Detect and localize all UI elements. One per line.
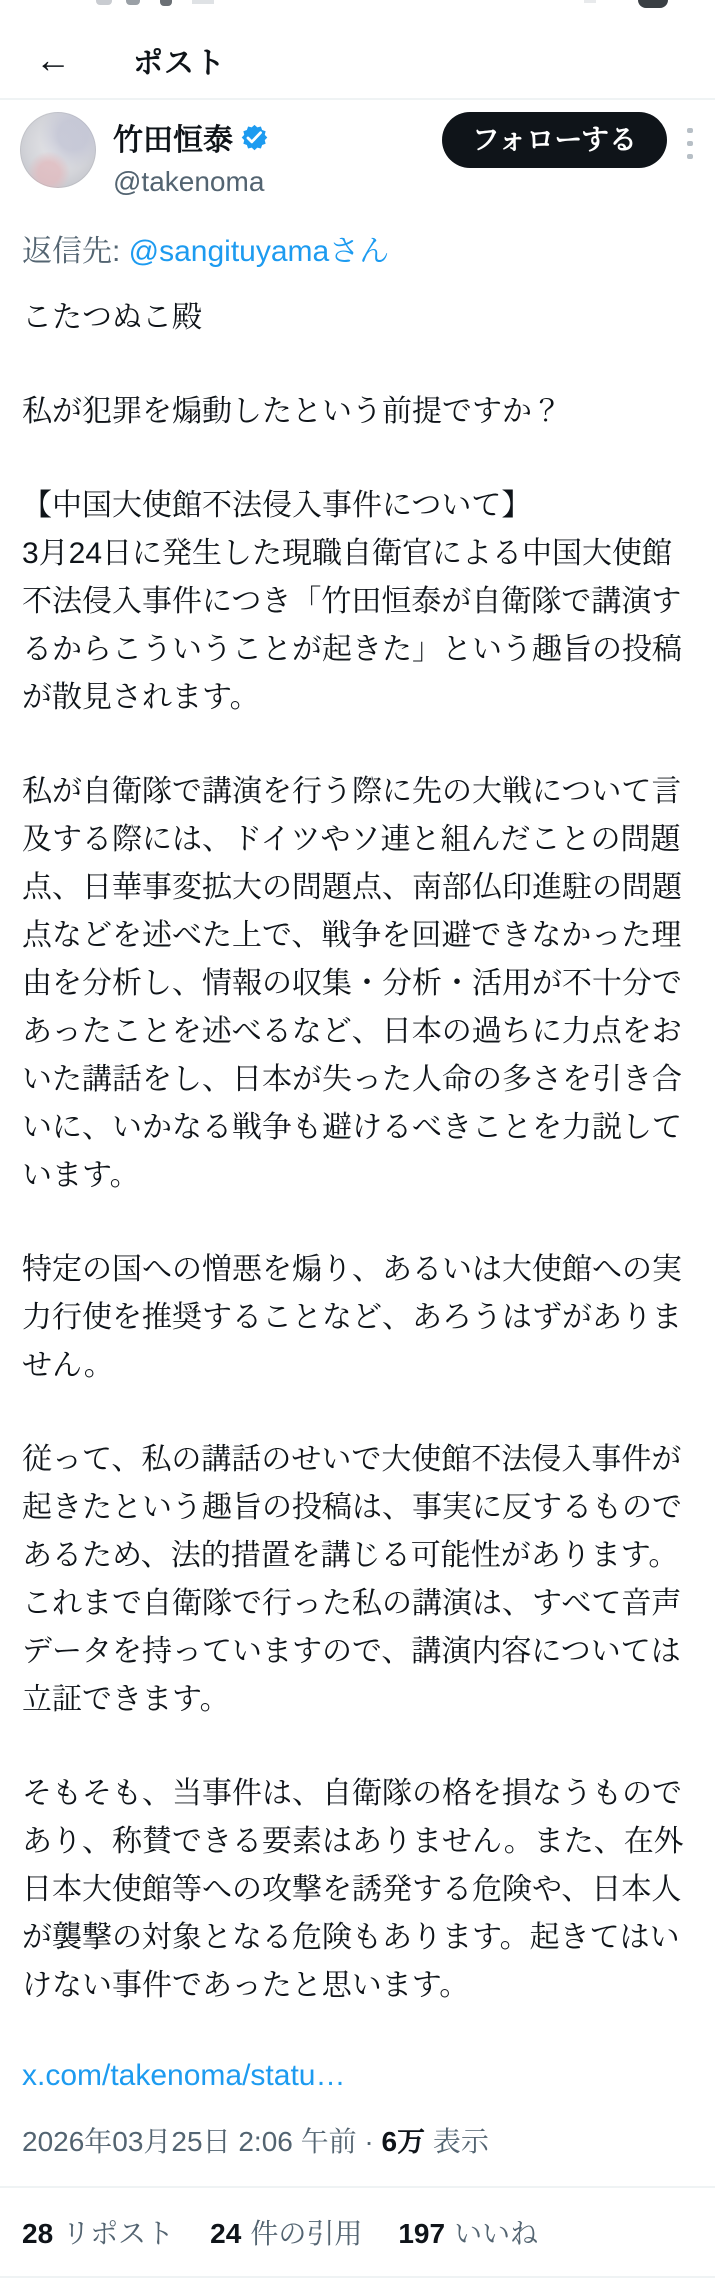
- status-bar-remnant: [0, 0, 715, 10]
- back-arrow-icon: ←: [35, 39, 71, 80]
- post-timestamp: 2026年03月25日 2:06 午前: [22, 2126, 357, 2157]
- stat-item[interactable]: [22, 2212, 174, 2252]
- stat-item[interactable]: [210, 2212, 362, 2252]
- post-header-bar: [0, 10, 715, 98]
- post-paragraph: 特定の国への憎悪を煽り、あるいは大使館への実力行使を推奨することなど、あろうはずがありません。: [22, 1253, 682, 1382]
- post-meta: [0, 2106, 715, 2160]
- stat-item[interactable]: [398, 2212, 538, 2252]
- more-options-icon: [687, 154, 693, 159]
- more-options-icon: [687, 128, 693, 133]
- post-paragraph: こたつぬこ殿: [22, 301, 202, 334]
- stat-label: リポスト: [62, 2218, 175, 2249]
- reply-prefix: 返信先:: [22, 235, 129, 268]
- meta-separator: ·: [364, 2126, 374, 2157]
- user-handle: @takenoma: [113, 166, 265, 197]
- follow-button[interactable]: フォローする: [442, 112, 667, 168]
- author-name-row[interactable]: [113, 115, 269, 159]
- stat-value: 197: [398, 2218, 446, 2249]
- avatar[interactable]: [20, 112, 96, 188]
- back-button[interactable]: [35, 39, 71, 80]
- views-label: 表示: [432, 2126, 489, 2157]
- stats-row: [0, 2188, 715, 2276]
- more-options-button[interactable]: [683, 124, 697, 163]
- stat-value: 24: [210, 2218, 242, 2249]
- post-paragraph: 私が自衛隊で講演を行う際に先の大戦について言及する際には、ドイツやソ連と組んだことの問題点、日華事変拡大の問題点、南部仏印進駐の問題点などを述べた上で、戦争を回避できなかった理由を分析し、情報の収集・分析・活用が不十分であったことを述べるなど、日本の過ちに力点をおいた講話をし、日本が失った人命の多さを引き合いに、いかなる戦争も避けるべきことを力説しています。: [22, 775, 682, 1192]
- post-paragraph: 私が犯罪を煽動したという前提ですか？: [22, 395, 562, 428]
- stat-value: 28: [22, 2218, 54, 2249]
- reply-mention-link[interactable]: @sangituyamaさん: [128, 235, 390, 268]
- post-status-link[interactable]: x.com/takenoma/statu…: [22, 2059, 346, 2092]
- post-paragraph: 従って、私の講話のせいで大使館不法侵入事件が起きたという趣旨の投稿は、事実に反するものであるため、法的措置を講じる可能性があります。これまで自衛隊で行った私の講演は、すべて音声データを持っていますので、講演内容については立証できます。: [22, 1443, 682, 1716]
- reply-context: [0, 198, 715, 270]
- status-bar-avatar-remnant: [638, 0, 668, 8]
- more-options-icon: [687, 141, 693, 146]
- post-paragraph: 【中国大使館不法侵入事件について】 3月24日に発生した現職自衛官による中国大使館不法侵入事件につき「竹田恒泰が自衛隊で講演するからこういうことが起きた」という趣旨の投稿が散見されます。: [22, 489, 682, 714]
- post-body: [0, 270, 715, 2010]
- status-bar-artifact: [126, 0, 140, 5]
- status-bar-artifact: [584, 0, 596, 3]
- stat-label: いいね: [454, 2218, 539, 2249]
- display-name: 竹田恒泰: [113, 124, 233, 157]
- status-bar-artifact: [160, 0, 172, 6]
- page-title: ポスト: [133, 47, 226, 80]
- author-info: [113, 112, 269, 198]
- post-paragraph: そもそも、当事件は、自衛隊の格を損なうものであり、称賛できる要素はありません。また、在外日本大使館等への攻撃を誘発する危険や、日本人が襲撃の対象となる危険もあります。起きてはいけない事件であったと思います。: [22, 1777, 684, 2002]
- stat-label: 件の引用: [250, 2218, 363, 2249]
- post-author-row: [0, 100, 715, 198]
- verified-badge-icon: [240, 123, 269, 152]
- views-count: 6万: [381, 2126, 426, 2157]
- status-bar-artifact: [192, 0, 214, 4]
- status-bar-artifact: [96, 0, 112, 5]
